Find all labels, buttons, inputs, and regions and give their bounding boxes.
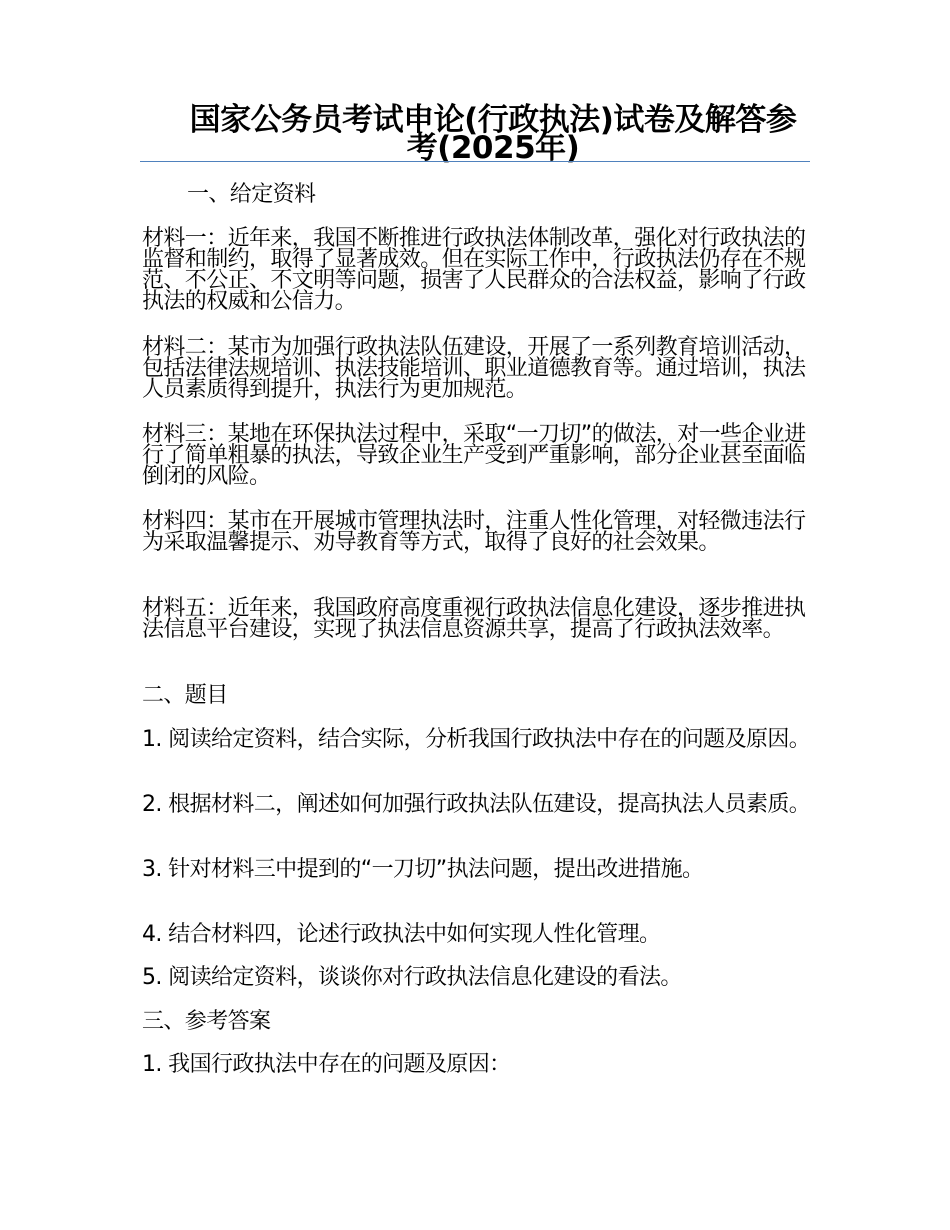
section-heading-materials: 一、给定资料 bbox=[187, 182, 316, 207]
section-heading-questions: 二、题目 bbox=[142, 683, 228, 708]
question-item-4: 4. 结合材料四，论述行政执法中如何实现人性化管理。 bbox=[142, 922, 661, 947]
answer-item-1: 1. 我国行政执法中存在的问题及原因： bbox=[142, 1052, 511, 1077]
question-item-3: 3. 针对材料三中提到的“一刀切”执法问题，提出改进措施。 bbox=[142, 857, 704, 882]
question-item-1: 1. 阅读给定资料，结合实际，分析我国行政执法中存在的问题及原因。 bbox=[142, 727, 811, 752]
material-paragraph-5: 材料五：近年来，我国政府高度重视行政执法信息化建设，逐步推进执法信息平台建设，实现了执法信息资源共享，提高了行政执法效率。 bbox=[142, 596, 806, 642]
material-paragraph-1: 材料一：近年来，我国不断推进行政执法体制改革，强化对行政执法的监督和制约，取得了显著成效。但在实际工作中，行政执法仍存在不规范、不公正、不文明等问题，损害了人民群众的合法权益，影响了行政执法的权威和公信力。 bbox=[142, 226, 806, 314]
document-title: 国家公务员考试申论(行政执法)试卷及解答参考(2025年) bbox=[189, 102, 797, 166]
material-paragraph-4: 材料四：某市在开展城市管理执法时，注重人性化管理，对轻微违法行为采取温馨提示、劝导教育等方式，取得了良好的社会效果。 bbox=[142, 509, 806, 555]
question-item-2: 2. 根据材料二，阐述如何加强行政执法队伍建设，提高执法人员素质。 bbox=[142, 792, 811, 817]
question-item-5: 5. 阅读给定资料，谈谈你对行政执法信息化建设的看法。 bbox=[142, 965, 682, 990]
material-paragraph-3: 材料三：某地在环保执法过程中，采取“一刀切”的做法，对一些企业进行了简单粗暴的执法，导致企业生产受到严重影响，部分企业甚至面临倒闭的风险。 bbox=[142, 422, 806, 489]
material-paragraph-2: 材料二：某市为加强行政执法队伍建设，开展了一系列教育培训活动，包括法律法规培训、执法技能培训、职业道德教育等。通过培训，执法人员素质得到提升，执法行为更加规范。 bbox=[142, 335, 806, 402]
section-heading-answers: 三、参考答案 bbox=[142, 1009, 271, 1034]
title-underline bbox=[140, 161, 810, 162]
